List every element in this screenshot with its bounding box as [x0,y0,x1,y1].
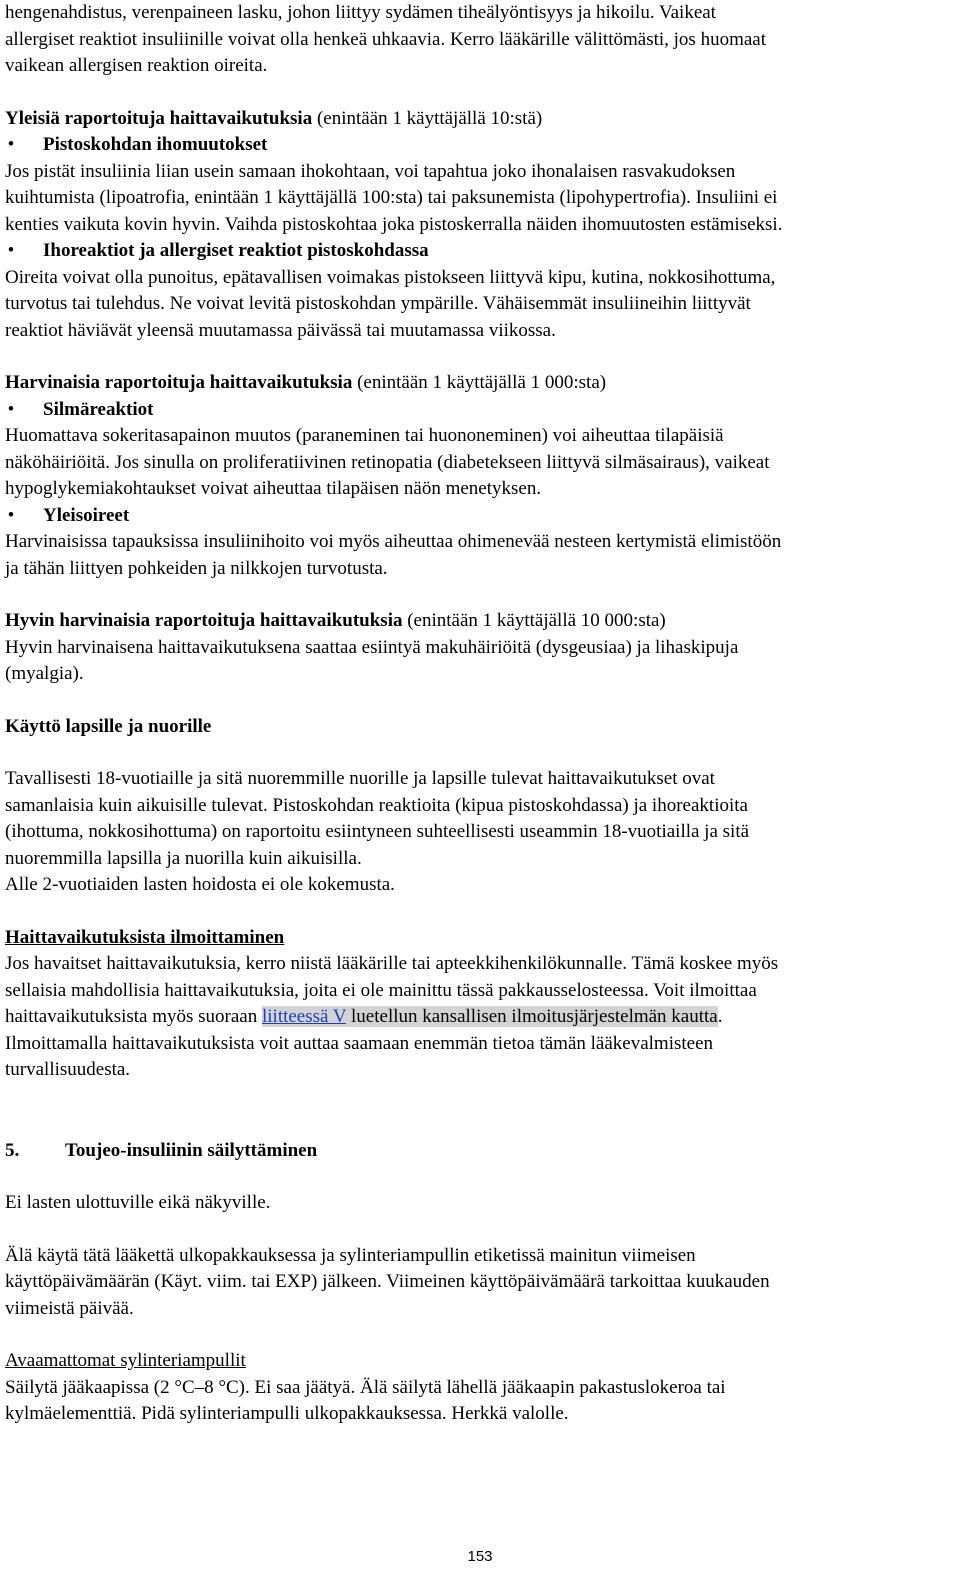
body-line: turvallisuudesta. [5,1059,131,1080]
body-line: samanlaisia kuin aikuisille tulevat. Pistoskohdan reaktioita (kipua pistoskohdassa) ja ihoreaktioita [5,794,748,816]
intro-line: allergiset reaktiot insuliinille voivat olla henkeä uhkaavia. Kerro lääkärille välittömästi, jos huomaat [5,28,767,50]
annex-v-link[interactable]: liitteessä V [261,1006,347,1027]
body-line: Harvinaisissa tapauksissa insuliinihoito voi myös aiheuttaa ohimenevää nesteen kertymistä elimistöön [5,531,782,552]
rare-heading [5,370,955,397]
body-line: Ilmoittamalla haittavaikutuksista voit auttaa saamaan enemmän tietoa tämän lääkevalmisteen [5,1032,714,1054]
body-line: Oireita voivat olla punoitus, epätavallisen voimakas pistokseen liittyvä kipu, kutina, nokkosihottuma, [5,266,776,288]
bullet-icon: • [7,504,15,526]
section-title-text: Toujeo-insuliinin säilyttäminen [65,1139,318,1161]
body-line: Huomattava sokeritasapainon muutos (paraneminen tai huononeminen) voi aiheuttaa tilapäisiä [5,425,724,446]
body-line: reaktiot häviävät yleensä muutamassa päivässä tai muutamassa viikossa. [5,319,556,341]
intro-paragraph [5,0,955,80]
section-number: 5. [5,1139,20,1161]
body-line: kuihtumista (lipoatrofia, enintään 1 käyttäjällä 100:sta) tai paksunemista (lipohypertrofia). Insuliini ei [5,187,778,208]
rare-heading-frequency: (enintään 1 käyttäjällä 1 000:sta) [352,372,607,393]
body-line: Tavallisesti 18-vuotiaille ja sitä nuoremmille nuorille ja lapsille tulevat haittavaikutukset ovat [5,768,715,789]
bullet-general-symptoms [5,503,955,530]
common-heading-frequency: (enintään 1 käyttäjällä 10:stä) [312,107,543,129]
body-line: Säilytä jääkaapissa (2 °C–8 °C). Ei saa jäätyä. Älä säilytä lähellä jääkaapin pakastuslokeroa tai [5,1376,726,1398]
body-line: (ihottuma, nokkosihottuma) on raportoitu esiintyneen suhteellisesti useammin 18-vuotiailla ja sitä [5,821,750,842]
rare-side-effects-section [5,370,955,582]
body-line: sellaisia mahdollisia haittavaikutuksia, joita ei ole mainittu tässä pakkausselosteessa. Voit ilmoittaa [5,979,757,1001]
bullet-icon: • [7,134,15,155]
very-rare-heading [5,608,955,635]
unopened-cartridges-heading: Avaamattomat sylinteriampullit [5,1350,246,1371]
highlighted-text: luetellun kansallisen ilmoitusjärjestelmän kautta [351,1006,718,1027]
bullet-icon: • [7,398,15,420]
page-number: 153 [467,1548,493,1565]
body-line: Alle 2-vuotiaiden lasten hoidosta ei ole kokemusta. [5,874,395,895]
bullet-title: Pistoskohdan ihomuutokset [43,134,268,155]
bullet-title: Yleisoireet [43,504,130,526]
reporting-heading: Haittavaikutuksista ilmoittaminen [5,926,285,948]
document-page [5,0,955,1428]
very-rare-heading-bold: Hyvin harvinaisia raportoituja haittavaikutuksia [5,610,403,631]
body-line: nuoremmilla lapsilla ja nuorilla kuin aikuisilla. [5,847,362,869]
body-line: kenties vaikuta kovin hyvin. Vaihda pistoskohtaa joka pistoskerralla näiden ihomuutosten estämiseksi. [5,213,783,235]
children-heading: Käyttö lapsille ja nuorille [5,715,212,737]
bullet-title: Silmäreaktiot [43,398,154,420]
body-line: Älä käytä tätä lääkettä ulkopakkauksessa ja sylinteriampullin etiketissä mainitun viimeisen [5,1244,696,1266]
children-section [5,714,955,899]
body-line: viimeistä päivää. [5,1297,134,1319]
bullet-skin-allergic-reactions [5,238,955,265]
reporting-text: haittavaikutuksista myös suoraan [5,1006,262,1027]
bullet-eye-reactions [5,397,955,424]
body-line: näköhäiriöitä. Jos sinulla on proliferatiivinen retinopatia (diabetekseen liittyvä silmäsairaus), vaikeat [5,451,770,473]
body-line: ja tähän liittyen pohkeiden ja nilkkojen turvotusta. [5,557,388,579]
body-line: Hyvin harvinaisena haittavaikutuksena saattaa esiintyä makuhäiriöitä (dysgeusiaa) ja lihaskipuja [5,636,739,658]
common-side-effects-section [5,106,955,345]
intro-line: vaikean allergisen reaktion oireita. [5,55,268,76]
body-line [5,1004,955,1031]
intro-line: hengenahdistus, verenpaineen lasku, johon liittyy sydämen tiheälyöntisyys ja hikoilu. Vaikeat [5,2,716,23]
rare-heading-bold: Harvinaisia raportoituja haittavaikutuksia [5,372,353,393]
bullet-title: Ihoreaktiot ja allergiset reaktiot pistoskohdassa [43,240,429,261]
section-5-title [5,1138,955,1165]
bullet-icon: • [7,240,15,261]
body-line: (myalgia). [5,663,84,684]
body-line: turvotus tai tulehdus. Ne voivat levitä pistoskohdan ympärille. Vähäisemmät insuliineihin liittyvät [5,293,751,314]
reporting-period: . [717,1006,723,1027]
body-line: Jos havaitset haittavaikutuksia, kerro niistä lääkärille tai apteekkihenkilökunnalle. Tämä koskee myös [5,953,779,974]
common-heading [5,106,955,133]
body-line: hypoglykemiakohtaukset voivat aiheuttaa tilapäisen näön menetyksen. [5,478,542,499]
common-heading-bold: Yleisiä raportoituja haittavaikutuksia [5,107,313,129]
body-line: käyttöpäivämäärän (Käyt. viim. tai EXP) jälkeen. Viimeinen käyttöpäivämäärä tarkoittaa kuukauden [5,1271,770,1292]
very-rare-side-effects-section [5,608,955,688]
body-line: Ei lasten ulottuville eikä näkyville. [5,1192,271,1213]
very-rare-heading-frequency: (enintään 1 käyttäjällä 10 000:sta) [402,610,666,631]
body-line: kylmäelementtiä. Pidä sylinteriampulli ulkopakkauksessa. Herkkä valolle. [5,1403,569,1424]
reporting-section [5,925,955,1084]
bullet-injection-site-skin-changes [5,132,955,159]
body-line: Jos pistät insuliinia liian usein samaan ihokohtaan, voi tapahtua joko ihonalaisen rasvakudoksen [5,160,736,182]
storage-section [5,1138,955,1428]
